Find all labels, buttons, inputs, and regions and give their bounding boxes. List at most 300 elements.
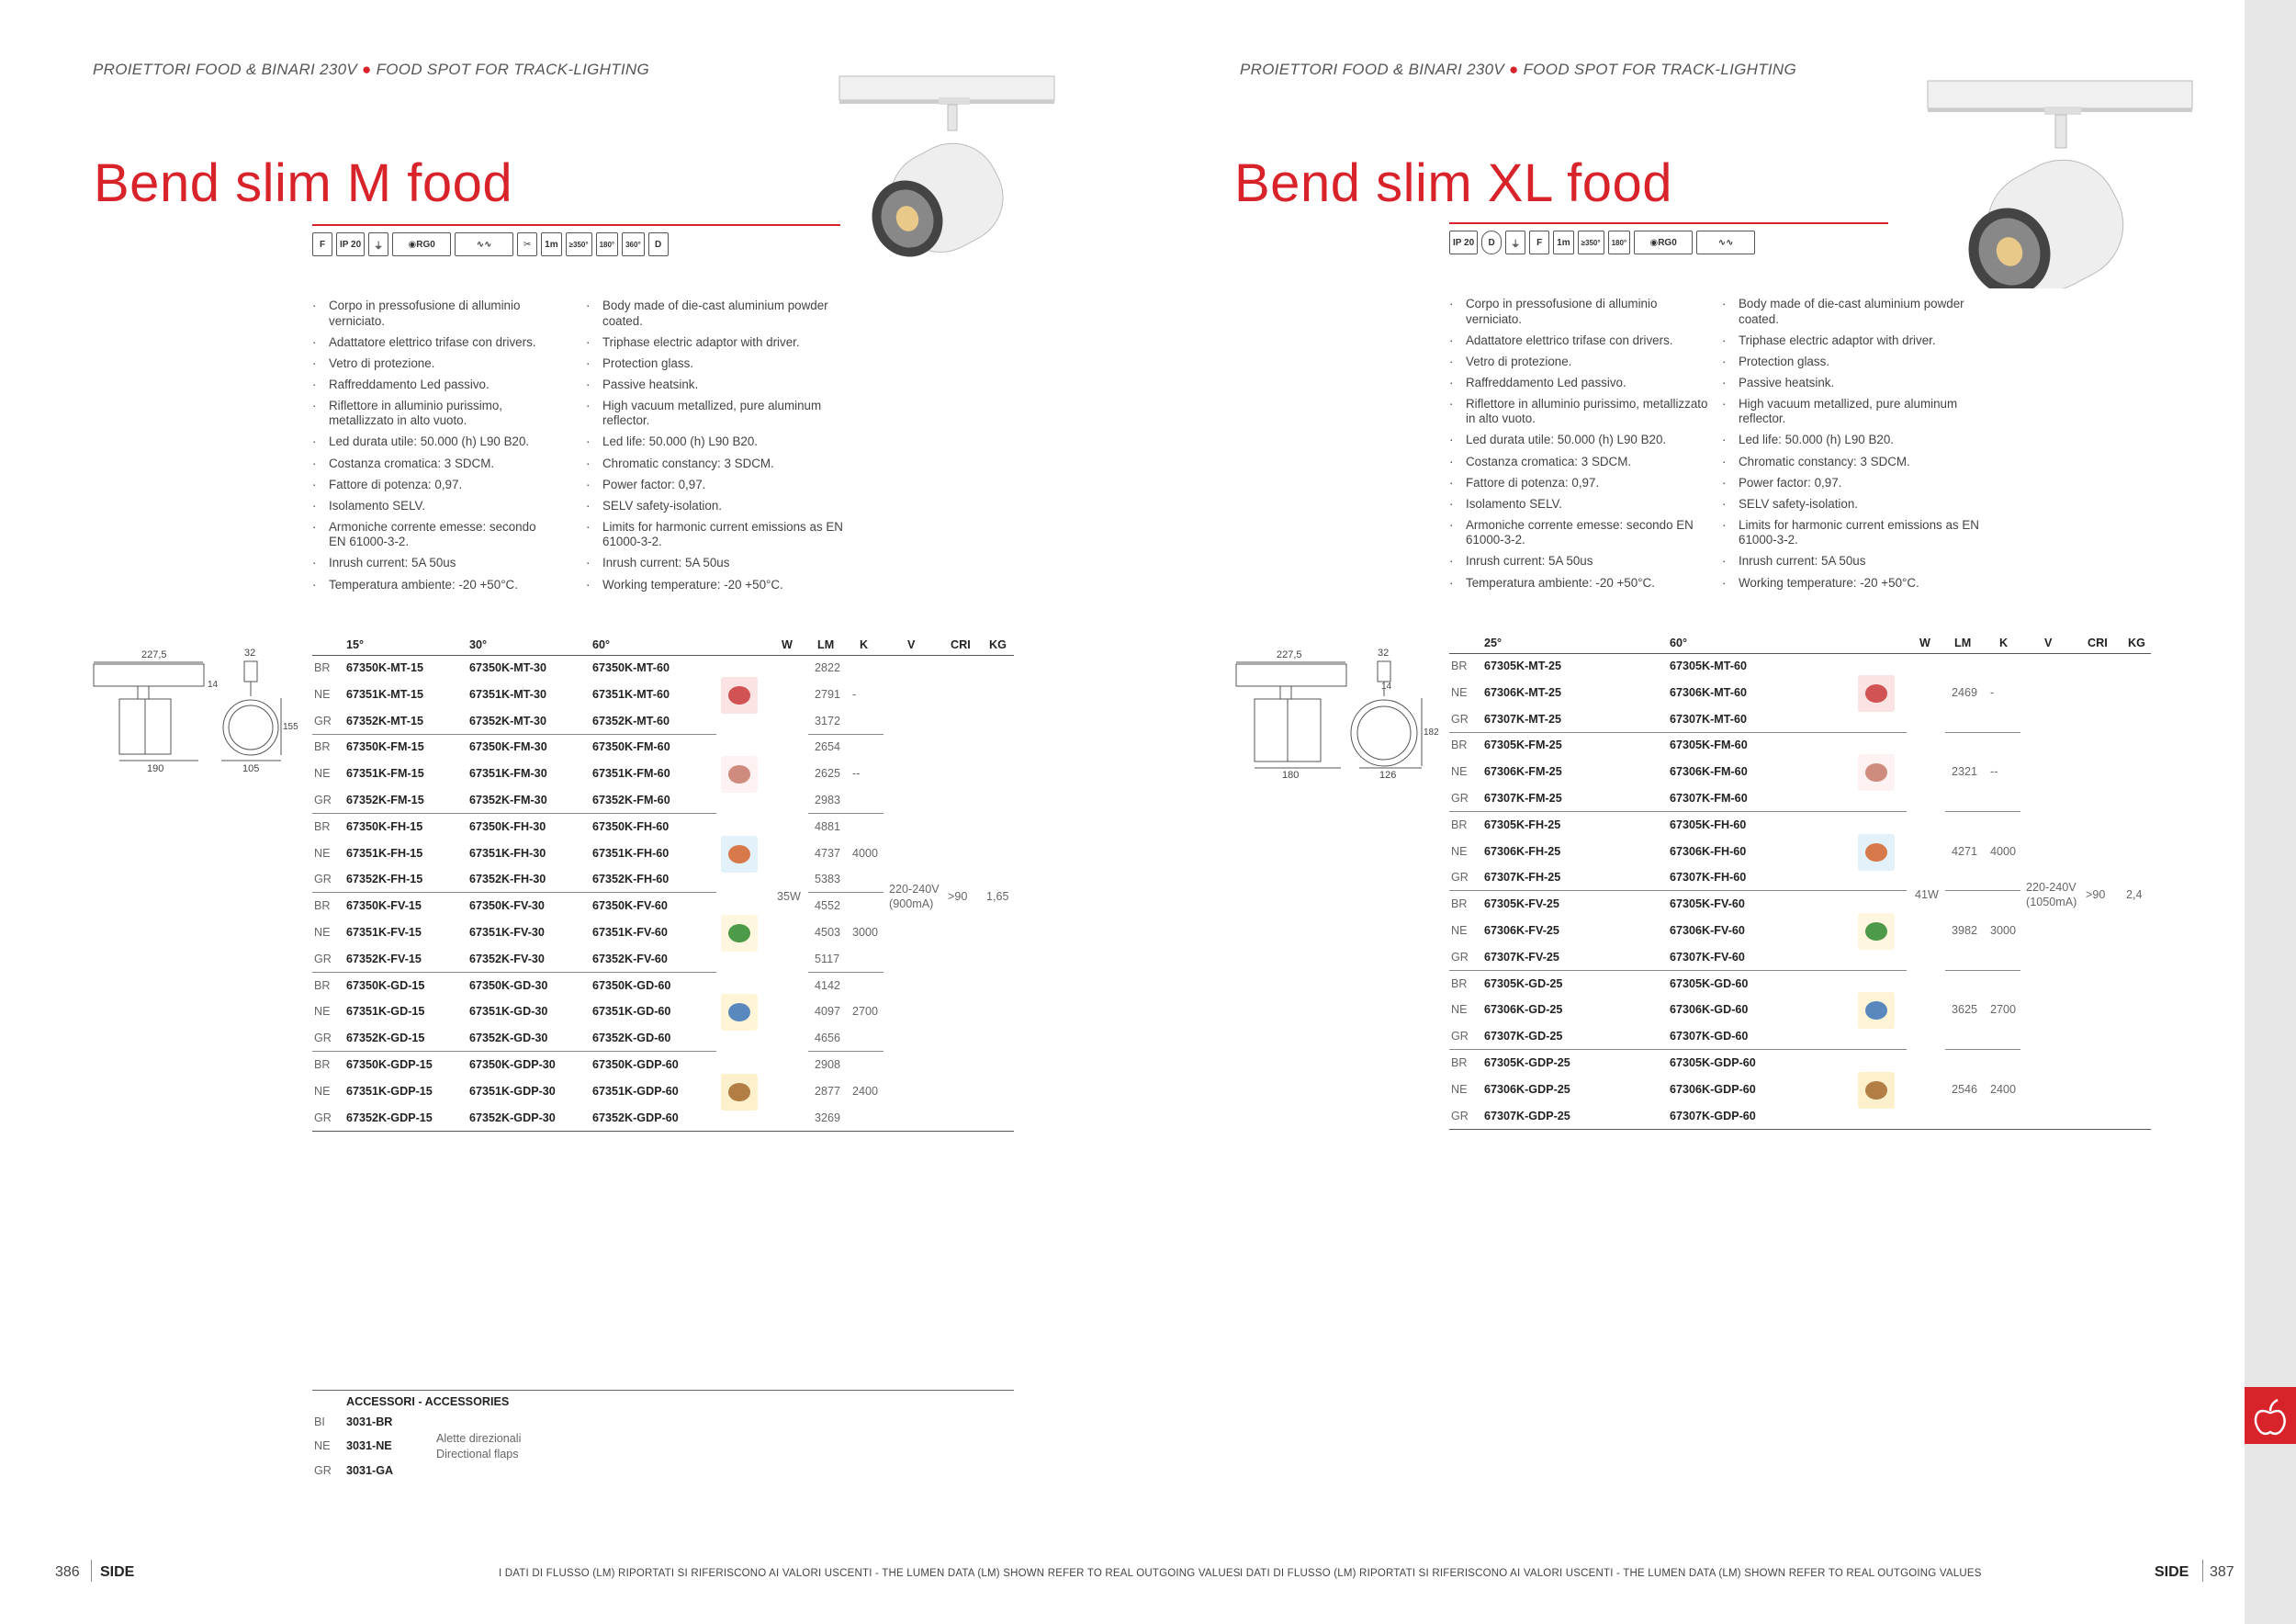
right-page-number: 387 [2210, 1564, 2234, 1580]
feature-item: · Raffreddamento Led passivo. [312, 378, 556, 393]
accessory-code: 3031-NE [346, 1439, 392, 1452]
angle-60-header: 60° [592, 638, 611, 651]
ground-icon: ⏚ [368, 232, 388, 256]
voltage-header: V [907, 638, 916, 651]
product-code: 67307K-MT-25 [1484, 712, 1561, 726]
right-dim-s: 32 [1378, 648, 1390, 659]
ground-icon: ⏚ [1505, 231, 1525, 254]
right-footer-divider [2202, 1560, 2203, 1582]
finish-label: GR [314, 873, 332, 886]
feature-item: · Fattore di potenza: 0,97. [1449, 476, 1711, 491]
kelvin-value: 2400 [852, 1084, 879, 1098]
finish-label: GR [1451, 792, 1469, 805]
product-code: 67352K-FH-60 [592, 873, 670, 886]
product-code: 67305K-FM-60 [1670, 739, 1748, 752]
lumen-value: 2791 [815, 687, 841, 701]
left-dim-h2: 105 [242, 763, 260, 774]
table-rule [1449, 653, 2151, 654]
product-code: 67307K-FM-25 [1484, 792, 1562, 805]
table-rule [1945, 890, 2020, 891]
finish-label: GR [314, 1032, 332, 1045]
product-code: 67351K-MT-15 [346, 687, 423, 701]
product-code: 67350K-FM-30 [469, 740, 547, 754]
accessory-color: NE [314, 1439, 331, 1452]
feature-item: · Costanza cromatica: 3 SDCM. [1449, 455, 1711, 470]
finish-label: GR [314, 794, 332, 806]
finish-label: BR [1451, 897, 1468, 911]
voltage-value: 220-240V [889, 882, 940, 896]
lumen-value: 4552 [815, 899, 841, 913]
feature-item: · Armoniche corrente emesse: secondo EN 61000-3-2. [312, 520, 556, 550]
feature-item: · Limits for harmonic current emissions as EN 61000-3-2. [586, 520, 848, 550]
feature-item: · Power factor: 0,97. [586, 478, 848, 493]
accessory-desc-en: Directional flaps [436, 1448, 519, 1460]
right-dim-w: 227,5 [1277, 649, 1302, 660]
feature-item: · Vetro di protezione. [1449, 355, 1711, 370]
feature-item: · Working temperature: -20 +50°C. [1722, 576, 1988, 592]
table-rule [1945, 1049, 2020, 1050]
voltage-value: 220-240V [2026, 880, 2077, 894]
left-dim-d1: 14 [208, 680, 219, 690]
product-code: 67305K-FH-60 [1670, 818, 1747, 831]
ip20-icon: IP 20 [336, 232, 365, 256]
voltage-header: V [2044, 637, 2053, 649]
feature-item: · SELV safety-isolation. [586, 499, 848, 514]
feature-item: · Isolamento SELV. [312, 499, 556, 514]
feature-item: · Led durata utile: 50.000 (h) L90 B20. [1449, 433, 1711, 448]
angle-15-header: 15° [346, 638, 365, 651]
kelvin-value: - [1990, 685, 1995, 699]
finish-label: NE [314, 1084, 331, 1098]
right-dim-h2: 126 [1379, 770, 1397, 781]
feature-item: · Working temperature: -20 +50°C. [586, 578, 848, 593]
f-mark-icon: F [1529, 231, 1549, 254]
kelvin-value: 2700 [852, 1005, 879, 1019]
lumen-value: 3625 [1952, 1003, 1978, 1017]
salami-thumbnail-icon [1858, 754, 1895, 791]
kelvin-value: 4000 [1990, 844, 2017, 858]
finish-label: GR [314, 1111, 332, 1124]
product-code: 67305K-GDP-60 [1670, 1056, 1756, 1069]
lumen-value: 2654 [815, 740, 841, 754]
table-rule [1449, 1049, 1907, 1050]
table-rule [1449, 890, 1907, 891]
feature-item: · Passive heatsink. [1722, 376, 1988, 391]
feature-item: · Body made of die-cast aluminium powder coated. [586, 299, 848, 329]
product-code: 67351K-FH-30 [469, 846, 546, 860]
finish-label: BR [314, 740, 331, 754]
product-code: 67305K-FV-60 [1670, 897, 1745, 911]
product-code: 67307K-GDP-60 [1670, 1109, 1756, 1122]
apple-icon [2245, 1387, 2296, 1444]
finish-label: NE [1451, 1082, 1468, 1096]
lumen-value: 2625 [815, 767, 841, 781]
table-rule [1449, 732, 1907, 733]
product-code: 67351K-MT-30 [469, 687, 546, 701]
product-code: 67350K-GD-15 [346, 978, 425, 992]
product-code: 67350K-GDP-30 [469, 1058, 556, 1071]
tilt-180-icon: 180° [596, 232, 619, 256]
kelvin-value: 3000 [852, 926, 879, 939]
product-code: 67306K-FM-60 [1670, 765, 1748, 779]
feature-item: · Led life: 50.000 (h) L90 B20. [1722, 433, 1988, 448]
kelvin-value: 2400 [1990, 1082, 2017, 1096]
lumen-value: 2822 [815, 661, 841, 674]
fish-thumbnail-icon [1858, 834, 1895, 871]
product-code: 67352K-MT-60 [592, 714, 670, 727]
product-code: 67307K-FH-25 [1484, 871, 1561, 885]
right-footer-note: I DATI DI FLUSSO (LM) RIPORTATI SI RIFERISCONO AI VALORI USCENTI - THE LUMEN DATA (LM) SHOWN REFER TO REAL OUTGOING VALUES [1240, 1568, 1982, 1579]
left-kicker: PROIETTORI FOOD & BINARI 230V ● FOOD SPOT FOR TRACK-LIGHTING [93, 61, 650, 78]
rotation-350-icon: ≥350° [1578, 231, 1604, 254]
finish-label: BR [314, 1058, 331, 1071]
right-edge-sidebar [2245, 0, 2296, 1624]
product-code: 67352K-MT-15 [346, 714, 423, 727]
product-code: 67307K-MT-60 [1670, 712, 1747, 726]
product-code: 67351K-GD-30 [469, 1005, 548, 1019]
product-code: 67352K-GDP-15 [346, 1111, 433, 1124]
product-code: 67350K-FV-60 [592, 899, 668, 913]
angle-25-header: 25° [1484, 637, 1503, 649]
product-code: 67350K-GD-60 [592, 978, 671, 992]
feature-item: · Costanza cromatica: 3 SDCM. [312, 457, 556, 472]
product-code: 67306K-GD-25 [1484, 1003, 1563, 1017]
finish-label: NE [314, 767, 331, 781]
feature-item: · High vacuum metallized, pure aluminum reflector. [1722, 397, 1988, 427]
rg0-eye-icon: ◉ RG0 [392, 232, 451, 256]
product-code: 67306K-MT-25 [1484, 685, 1561, 699]
product-code: 67305K-MT-60 [1670, 660, 1747, 672]
finish-label: BR [1451, 660, 1468, 672]
f-mark-icon: F [312, 232, 332, 256]
product-code: 67352K-FV-60 [592, 952, 668, 965]
feature-item: · Protection glass. [586, 356, 848, 372]
finish-label: BR [1451, 818, 1468, 831]
feature-item: · Riflettore in alluminio purissimo, metallizzato in alto vuoto. [312, 399, 556, 429]
feature-item: · Chromatic constancy: 3 SDCM. [586, 457, 848, 472]
finish-label: BR [314, 819, 331, 833]
product-code: 67352K-FV-15 [346, 952, 422, 965]
feature-item: · Body made of die-cast aluminium powder coated. [1722, 297, 1988, 327]
product-code: 67352K-GD-30 [469, 1032, 548, 1045]
product-code: 67352K-FM-60 [592, 794, 670, 806]
feature-item: · Inrush current: 5A 50us [312, 556, 556, 571]
feature-item: · Limits for harmonic current emissions as EN 61000-3-2. [1722, 518, 1988, 548]
feature-item: · Corpo in pressofusione di alluminio verniciato. [312, 299, 556, 329]
product-code: 67350K-FH-60 [592, 819, 670, 833]
feature-item: · Armoniche corrente emesse: secondo EN 61000-3-2. [1449, 518, 1711, 548]
cri-header: CRI [2088, 637, 2108, 649]
product-code: 67307K-GD-25 [1484, 1030, 1563, 1043]
weight-value: 2,4 [2126, 887, 2143, 901]
right-dim-h1: 180 [1282, 770, 1300, 781]
product-code: 67305K-FV-25 [1484, 897, 1559, 911]
feature-item: · Riflettore in alluminio purissimo, metallizzato in alto vuoto. [1449, 397, 1711, 427]
lumen-header: LM [817, 638, 835, 651]
table-rule [1945, 970, 2020, 971]
current-value: (900mA) [889, 897, 934, 910]
left-footer-note: I DATI DI FLUSSO (LM) RIPORTATI SI RIFERISCONO AI VALORI USCENTI - THE LUMEN DATA (LM) SHOWN REFER TO REAL OUTGOING VALUES [499, 1568, 1241, 1579]
ip20-icon: IP 20 [1449, 231, 1478, 254]
finish-label: BR [1451, 739, 1468, 752]
finish-label: BR [1451, 1056, 1468, 1069]
right-kicker: PROIETTORI FOOD & BINARI 230V ● FOOD SPOT FOR TRACK-LIGHTING [1240, 61, 1797, 78]
product-code: 67351K-FM-60 [592, 767, 670, 781]
product-code: 67307K-FH-60 [1670, 871, 1747, 885]
product-code: 67352K-FH-15 [346, 873, 423, 886]
product-code: 67350K-GD-30 [469, 978, 548, 992]
lumen-value: 4503 [815, 926, 841, 939]
feature-item: · Chromatic constancy: 3 SDCM. [1722, 455, 1988, 470]
rg0-eye-icon: ◉ RG0 [1634, 231, 1693, 254]
product-code: 67306K-MT-60 [1670, 685, 1747, 699]
watt-value: 35W [777, 889, 801, 903]
finish-label: BR [314, 661, 331, 674]
product-code: 67305K-FH-25 [1484, 818, 1561, 831]
accessory-code: 3031-BR [346, 1415, 393, 1428]
feature-item: · Corpo in pressofusione di alluminio verniciato. [1449, 297, 1711, 327]
product-code: 67350K-FM-15 [346, 740, 424, 754]
tilt-180-icon: 180° [1608, 231, 1631, 254]
product-code: 67351K-FH-15 [346, 846, 423, 860]
feature-item: · High vacuum metallized, pure aluminum reflector. [586, 399, 848, 429]
feature-item: · Inrush current: 5A 50us [1722, 554, 1988, 570]
lumen-value: 4271 [1952, 844, 1978, 858]
cri-value: >90 [2086, 887, 2106, 901]
lumen-header: LM [1954, 637, 1972, 649]
kelvin-header: K [1999, 637, 2009, 649]
distance-1m-icon: 1m [541, 232, 561, 256]
lumen-value: 4142 [815, 978, 841, 992]
product-code: 67350K-FH-30 [469, 819, 546, 833]
kelvin-value: -- [1990, 765, 1998, 779]
lumen-value: 2546 [1952, 1082, 1978, 1096]
left-dim-w: 227,5 [141, 649, 167, 660]
watt-header: W [1919, 637, 1930, 649]
finish-label: NE [314, 1005, 331, 1019]
left-footer-divider [91, 1560, 92, 1582]
no-cut-icon: ✂ [517, 232, 537, 256]
finish-label: NE [314, 846, 331, 860]
kelvin-value: -- [852, 767, 861, 781]
lumen-value: 3172 [815, 714, 841, 727]
product-code: 67352K-GD-60 [592, 1032, 671, 1045]
table-rule [1449, 811, 1907, 812]
kelvin-header: K [860, 638, 869, 651]
accessory-code: 3031-GA [346, 1464, 394, 1477]
finish-label: GR [314, 714, 332, 727]
product-code: 67306K-FV-60 [1670, 924, 1745, 937]
product-code: 67350K-MT-60 [592, 661, 670, 674]
weight-header: KG [989, 638, 1007, 651]
finish-label: GR [1451, 950, 1469, 964]
left-side-label: SIDE [100, 1564, 135, 1580]
finish-label: GR [314, 952, 332, 965]
product-code: 67350K-FV-15 [346, 899, 422, 913]
kelvin-value: - [852, 687, 857, 701]
product-code: 67352K-GDP-60 [592, 1111, 679, 1124]
feature-item: · Inrush current: 5A 50us [1449, 554, 1711, 570]
product-code: 67306K-GDP-25 [1484, 1082, 1570, 1096]
lumen-value: 5383 [815, 873, 841, 886]
cri-header: CRI [951, 638, 971, 651]
product-code: 67352K-GD-15 [346, 1032, 425, 1045]
product-code: 67305K-MT-25 [1484, 660, 1561, 672]
kelvin-value: 2700 [1990, 1003, 2017, 1017]
product-code: 67350K-FV-30 [469, 899, 545, 913]
lumen-value: 4881 [815, 819, 841, 833]
product-code: 67305K-GD-25 [1484, 976, 1563, 990]
product-code: 67351K-GD-60 [592, 1005, 671, 1019]
finish-label: NE [1451, 1003, 1468, 1017]
product-code: 67352K-MT-30 [469, 714, 546, 727]
rotation-350-icon: ≥350° [566, 232, 592, 256]
finish-label: NE [314, 687, 331, 701]
weight-value: 1,65 [986, 889, 1009, 903]
weight-header: KG [2128, 637, 2145, 649]
accessories-title: ACCESSORI - ACCESSORIES [346, 1395, 510, 1408]
lumen-value: 3982 [1952, 924, 1978, 937]
driver-icon: ∿∿ [1696, 231, 1755, 254]
feature-item: · Inrush current: 5A 50us [586, 556, 848, 571]
product-code: 67350K-GDP-15 [346, 1058, 433, 1071]
left-accessories-rule [312, 1390, 1014, 1391]
finish-label: GR [1451, 1109, 1469, 1122]
angle-30-header: 30° [469, 638, 488, 651]
right-dim-d1: 14 [1381, 682, 1392, 692]
accessory-desc-it: Alette direzionali [436, 1432, 522, 1445]
finish-label: BR [1451, 976, 1468, 990]
watt-value: 41W [1915, 887, 1939, 901]
product-code: 67350K-MT-15 [346, 661, 423, 674]
finish-label: NE [314, 926, 331, 939]
product-code: 67351K-MT-60 [592, 687, 670, 701]
finish-label: GR [1451, 712, 1469, 726]
accessory-color: BI [314, 1415, 325, 1428]
product-code: 67352K-FH-30 [469, 873, 546, 886]
left-product-title: Bend slim M food [94, 153, 513, 213]
left-dim-s: 32 [244, 648, 256, 659]
lumen-value: 2983 [815, 794, 841, 806]
product-code: 67351K-FV-60 [592, 926, 668, 939]
cri-value: >90 [948, 889, 968, 903]
feature-item: · Raffreddamento Led passivo. [1449, 376, 1711, 391]
product-code: 67351K-FV-15 [346, 926, 422, 939]
kelvin-value: 4000 [852, 846, 879, 860]
left-page-number: 386 [55, 1564, 80, 1580]
feature-item: · Temperatura ambiente: -20 +50°C. [312, 578, 556, 593]
product-code: 67305K-FM-25 [1484, 739, 1562, 752]
dimmable-d-icon: D [648, 232, 669, 256]
bread-thumbnail-icon [1858, 1072, 1895, 1109]
driver-icon: ∿∿ [455, 232, 513, 256]
meat-thumbnail-icon [1858, 675, 1895, 712]
product-code: 67351K-GDP-30 [469, 1084, 556, 1098]
angle-60-header: 60° [1670, 637, 1688, 649]
vegetables-thumbnail-icon [1858, 913, 1895, 950]
feature-item: · Adattatore elettrico trifase con drivers. [312, 335, 556, 351]
product-code: 67306K-GDP-60 [1670, 1082, 1756, 1096]
lumen-value: 2469 [1952, 685, 1978, 699]
lumen-value: 2908 [815, 1058, 841, 1071]
finish-label: BR [314, 978, 331, 992]
feature-item: · Vetro di protezione. [312, 356, 556, 372]
product-code: 67306K-FH-25 [1484, 844, 1561, 858]
lumen-value: 4097 [815, 1005, 841, 1019]
product-code: 67305K-GD-60 [1670, 976, 1749, 990]
lumen-value: 2321 [1952, 765, 1978, 779]
feature-item: · Adattatore elettrico trifase con drivers. [1449, 333, 1711, 349]
feature-item: · Triphase electric adaptor with driver. [1722, 333, 1988, 349]
product-code: 67350K-FM-60 [592, 740, 670, 754]
product-code: 67352K-FM-30 [469, 794, 547, 806]
feature-item: · SELV safety-isolation. [1722, 497, 1988, 513]
table-rule [1945, 732, 2020, 733]
product-code: 67352K-GDP-30 [469, 1111, 556, 1124]
product-code: 67351K-GDP-15 [346, 1084, 433, 1098]
lumen-value: 4656 [815, 1032, 841, 1045]
accessory-color: GR [314, 1464, 332, 1477]
finish-label: NE [1451, 844, 1468, 858]
product-code: 67307K-FV-60 [1670, 950, 1745, 964]
feature-item: · Passive heatsink. [586, 378, 848, 393]
product-code: 67306K-FV-25 [1484, 924, 1559, 937]
lumen-value: 3269 [815, 1111, 841, 1124]
product-code: 67350K-FH-15 [346, 819, 423, 833]
feature-item: · Protection glass. [1722, 355, 1988, 370]
finish-label: GR [1451, 871, 1469, 885]
table-rule [1449, 1129, 2151, 1130]
finish-label: NE [1451, 685, 1468, 699]
product-code: 67350K-MT-30 [469, 661, 546, 674]
product-code: 67351K-GDP-60 [592, 1084, 679, 1098]
product-code: 67307K-GDP-25 [1484, 1109, 1570, 1122]
table-rule [1945, 811, 2020, 812]
lumen-value: 5117 [815, 952, 840, 965]
feature-item: · Led durata utile: 50.000 (h) L90 B20. [312, 434, 556, 450]
product-code: 67306K-FM-25 [1484, 765, 1562, 779]
current-value: (1050mA) [2026, 895, 2077, 908]
product-code: 67351K-FH-60 [592, 846, 670, 860]
distance-1m-icon: 1m [1553, 231, 1573, 254]
food-section-tab[interactable] [2245, 1387, 2296, 1444]
table-rule [1449, 970, 1907, 971]
product-code: 67307K-FM-60 [1670, 792, 1748, 805]
left-dim-d2: 155 [283, 722, 298, 732]
lumen-value: 4737 [815, 846, 841, 860]
feature-item: · Triphase electric adaptor with driver. [586, 335, 848, 351]
left-dim-h1: 190 [147, 763, 164, 774]
finish-label: NE [1451, 765, 1468, 779]
right-side-label: SIDE [2155, 1564, 2189, 1580]
finish-label: NE [1451, 924, 1468, 937]
product-code: 67351K-FM-30 [469, 767, 547, 781]
product-code: 67307K-FV-25 [1484, 950, 1559, 964]
product-code: 67352K-FM-15 [346, 794, 424, 806]
product-code: 67351K-FV-30 [469, 926, 545, 939]
product-code: 67305K-GDP-25 [1484, 1056, 1570, 1069]
product-code: 67350K-GDP-60 [592, 1058, 679, 1071]
feature-item: · Fattore di potenza: 0,97. [312, 478, 556, 493]
dimmable-d-icon: D [1481, 231, 1502, 254]
product-code: 67306K-GD-60 [1670, 1003, 1749, 1017]
rotation-360-icon: 360° [622, 232, 645, 256]
finish-label: GR [1451, 1030, 1469, 1043]
feature-item: · Led life: 50.000 (h) L90 B20. [586, 434, 848, 450]
product-code: 67306K-FH-60 [1670, 844, 1747, 858]
feature-item: · Power factor: 0,97. [1722, 476, 1988, 491]
dairy-thumbnail-icon [1858, 992, 1895, 1029]
